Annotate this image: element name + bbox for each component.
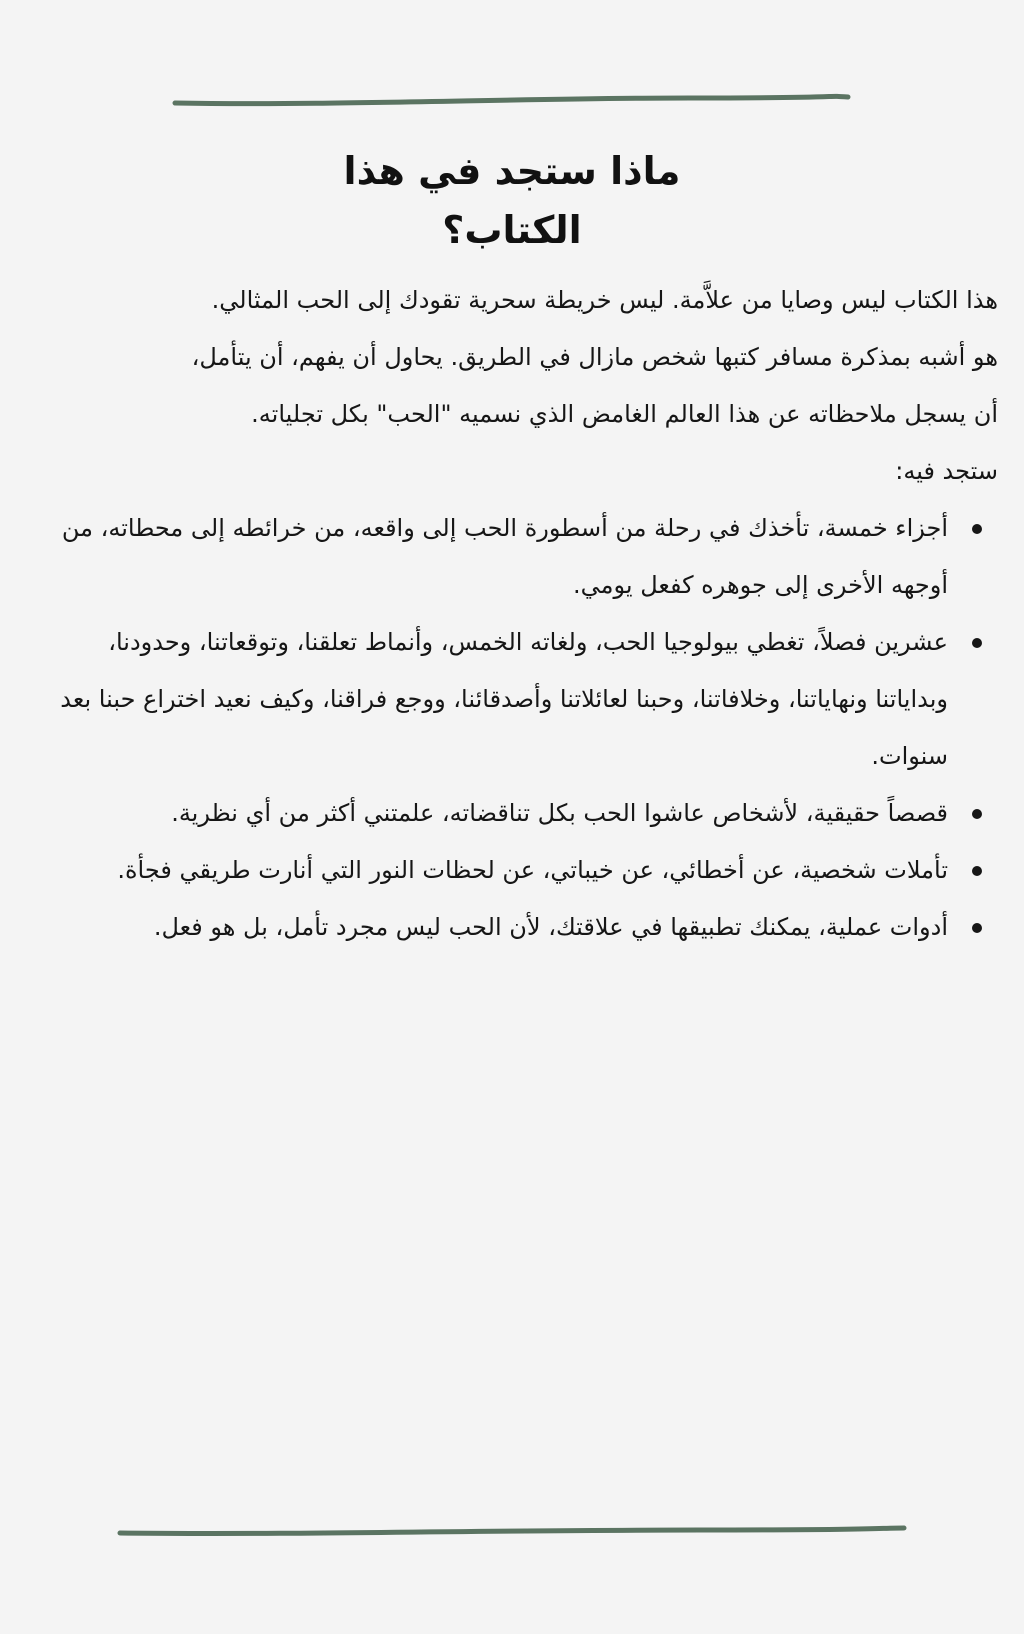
bottom-divider-stroke: [0, 1516, 1024, 1546]
list-item: تأملات شخصية، عن أخطائي، عن خيباتي، عن لحظات النور التي أنارت طريقي فجأة.: [38, 842, 948, 899]
page-title: ماذا ستجد في هذا الكتاب؟: [343, 149, 681, 252]
top-divider-stroke: [0, 86, 1024, 116]
intro-line: أن يسجل ملاحظاته عن هذا العالم الغامض الذي نسميه "الحب" بكل تجلياته.: [251, 400, 998, 428]
intro-line: هو أشبه بمذكرة مسافر كتبها شخص مازال في الطريق. يحاول أن يفهم، أن يتأمل،: [191, 343, 998, 371]
intro-line: ستجد فيه:: [895, 457, 998, 485]
intro-line: هذا الكتاب ليس وصايا من علاَّمة. ليس خريطة سحرية تقودك إلى الحب المثالي.: [211, 286, 998, 314]
top-divider: [0, 86, 1024, 116]
contents-list: [38, 500, 998, 956]
list-item: أدوات عملية، يمكنك تطبيقها في علاقتك، لأن الحب ليس مجرد تأمل، بل هو فعل.: [38, 899, 948, 956]
body-content: [38, 272, 998, 956]
list-item: عشرين فصلاً، تغطي بيولوجيا الحب، ولغاته الخمس، وأنماط تعلقنا، وتوقعاتنا، وحدودنا، وبداياتنا ونهاياتنا، وخلافاتنا، وحبنا لعائلاتنا وأصدقائنا، ووجع فراقنا، وكيف نعيد اختراع حبنا بعد سنوات.: [38, 614, 948, 785]
list-item: قصصاً حقيقية، لأشخاص عاشوا الحب بكل تناقضاته، علمتني أكثر من أي نظرية.: [38, 785, 948, 842]
bottom-divider: [0, 1516, 1024, 1546]
intro-paragraph: [38, 272, 998, 500]
list-item: أجزاء خمسة، تأخذك في رحلة من أسطورة الحب إلى واقعه، من خرائطه إلى محطاته، من أوجهه الأخرى إلى جوهره كفعل يومي.: [38, 500, 948, 614]
